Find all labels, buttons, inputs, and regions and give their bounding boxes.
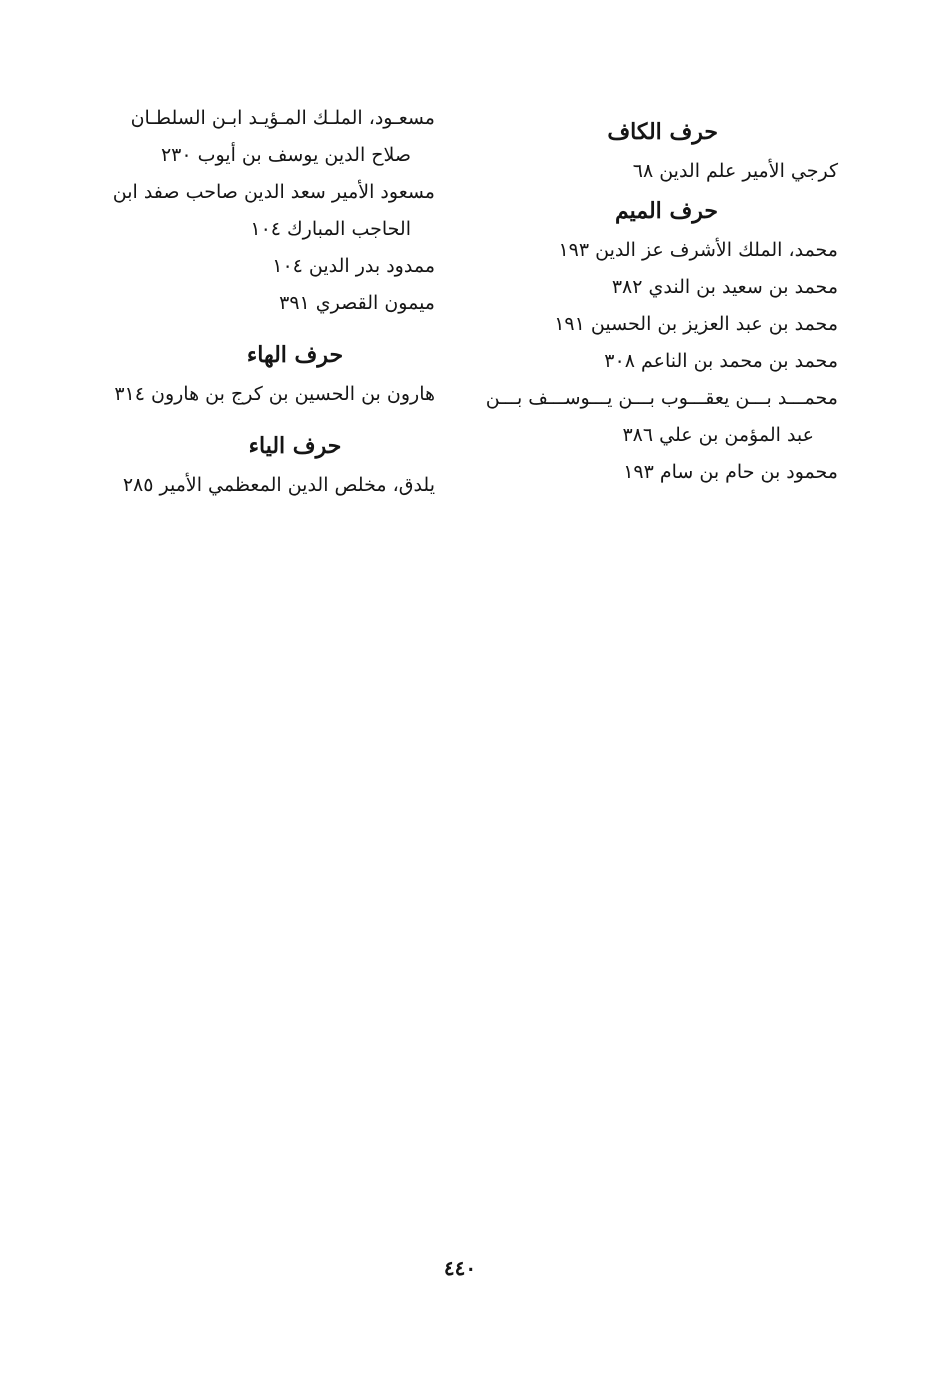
index-entry: كرجي الأمير علم الدين ٦٨ — [632, 160, 838, 182]
index-entry: يلدق، مخلص الدين المعظمي الأمير ٢٨٥ — [122, 474, 435, 496]
section-heading-ya: حرف الياء — [248, 433, 342, 459]
section-heading-ha: حرف الهاء — [246, 342, 344, 368]
index-entry: محمود بن حام بن سام ١٩٣ — [623, 461, 838, 483]
index-entry: ميمون القصري ٣٩١ — [279, 292, 435, 314]
index-entry: محمد بن محمد بن الناعم ٣٠٨ — [604, 350, 838, 372]
page-number-text: ٤٤٠ — [443, 1256, 477, 1280]
index-entry: مسعود الأمير سعد الدين صاحب صفد ابن — [112, 181, 435, 203]
index-entry: هارون بن الحسين بن كرج بن هارون ٣١٤ — [114, 383, 435, 405]
index-entry-continuation: صلاح الدين يوسف بن أيوب ٢٣٠ — [160, 144, 411, 166]
index-entry-continuation: عبد المؤمن بن علي ٣٨٦ — [622, 424, 814, 446]
section-heading-kaf: حرف الكاف — [607, 119, 718, 145]
index-entry: محمد بن عبد العزيز بن الحسين ١٩١ — [554, 313, 838, 335]
left-column — [75, 100, 435, 504]
section-heading-mim: حرف الميم — [614, 198, 718, 224]
index-entry: محمد بن سعيد بن الندي ٣٨٢ — [611, 276, 838, 298]
right-column — [478, 113, 838, 491]
index-entry-continuation: الحاجب المبارك ١٠٤ — [250, 218, 411, 240]
index-entry: محمد، الملك الأشرف عز الدين ١٩٣ — [558, 239, 838, 261]
page-number — [0, 1256, 940, 1280]
index-entry: ممدود بدر الدين ١٠٤ — [272, 255, 435, 277]
index-entry: مسعـود، الملـك المـؤيـد ابـن السلطـان — [130, 107, 435, 129]
index-entry: محمـــد بـــن يعقـــوب بـــن يـــوســـف بـــن — [485, 387, 838, 409]
